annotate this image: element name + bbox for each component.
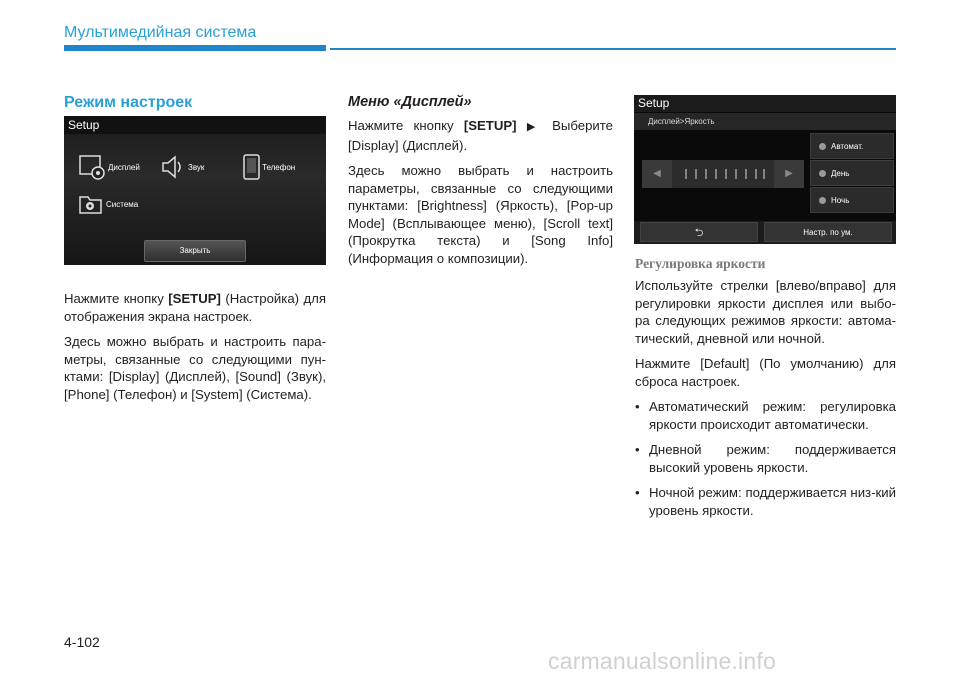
- middle-text-column: [348, 117, 613, 275]
- option-auto[interactable]: Автомат.: [810, 133, 894, 159]
- arrow-right-icon: ▶: [526, 121, 542, 133]
- folder-gear-icon: [78, 192, 104, 216]
- right-paragraph-1: Используйте стрелки [влево/вправо] для регулировки яркости дисплея или выбо-ра следующих режимов яркости: автома-тический, дневной или ночной.: [635, 278, 896, 346]
- left-paragraph-1: Нажмите кнопку [SETUP] (Настройка) для отображения экрана настроек.: [64, 291, 326, 324]
- brightness-modes-list: [635, 398, 896, 519]
- arrow-left-icon[interactable]: ◀: [642, 160, 672, 188]
- brightness-slider[interactable]: [642, 160, 804, 188]
- arrow-right-icon[interactable]: ▶: [774, 160, 804, 188]
- radio-icon: [819, 170, 826, 177]
- display-menu-heading: Меню «Дисплей»: [348, 94, 472, 110]
- tile-sound-label: Звук: [188, 163, 205, 172]
- breadcrumb: Дисплей>Яркость: [634, 113, 896, 130]
- page-number: 4-102: [64, 634, 100, 650]
- speaker-icon: [160, 154, 186, 180]
- display-gear-icon: [78, 154, 106, 182]
- tile-display-label: Дисплей: [108, 163, 140, 172]
- right-text-column: [635, 277, 896, 527]
- setup-screen-title: Setup: [64, 116, 326, 134]
- close-button[interactable]: Закрыть: [144, 240, 246, 262]
- option-night[interactable]: Ночь: [810, 187, 894, 213]
- list-item: • Автоматический режим: регулировка яркости происходит автоматически.: [635, 398, 896, 433]
- brightness-screen-image: [634, 95, 896, 244]
- brightness-heading: Регулировка яркости: [635, 256, 766, 271]
- list-item: • Ночной режим: поддерживается низ-кий уровень яркости.: [635, 484, 896, 519]
- left-paragraph-2: Здесь можно выбрать и настроить пара-метры, связанные со следующими пун-ктами: [Display] (Дисплей), [Sound] (Звук), [Phone] (Телефон) и [System] (Система).: [64, 334, 326, 402]
- settings-mode-heading: Режим настроек: [64, 94, 193, 111]
- tile-system-label: Система: [106, 200, 139, 209]
- option-day[interactable]: День: [810, 160, 894, 186]
- default-button[interactable]: Настр. по ум.: [764, 222, 892, 242]
- back-button[interactable]: ⮌: [640, 222, 758, 242]
- header-rule-thin: [330, 48, 896, 50]
- brightness-screen-title: Setup: [634, 95, 896, 112]
- setup-screen-image: [64, 116, 326, 265]
- phone-icon: [242, 154, 262, 182]
- radio-icon: [819, 143, 826, 150]
- slider-ticks: [684, 169, 766, 179]
- section-header-title: Мультимедийная система: [64, 24, 257, 41]
- left-text-column: [64, 290, 326, 411]
- right-paragraph-2: Нажмите [Default] (По умолчанию) для сброса настроек.: [635, 356, 896, 389]
- middle-paragraph-1: Нажмите кнопку [SETUP] ▶ Выберите [Display] (Дисплей).: [348, 118, 614, 153]
- list-item: • Дневной режим: поддерживается высокий уровень яркости.: [635, 441, 896, 476]
- watermark: carmanualsonline.info: [548, 648, 776, 674]
- tile-phone-label: Телефон: [262, 163, 296, 172]
- header-rule-thick: [64, 45, 326, 51]
- middle-paragraph-2: Здесь можно выбрать и настроить параметры, связанные со следующими пунктами: [Brightness] (Яркость), [Pop-up Mode] (Всплывающее меню), [Scroll text] (Прокрутка текста) и [Song Info] (Информация о композиции).: [348, 163, 613, 266]
- radio-icon: [819, 197, 826, 204]
